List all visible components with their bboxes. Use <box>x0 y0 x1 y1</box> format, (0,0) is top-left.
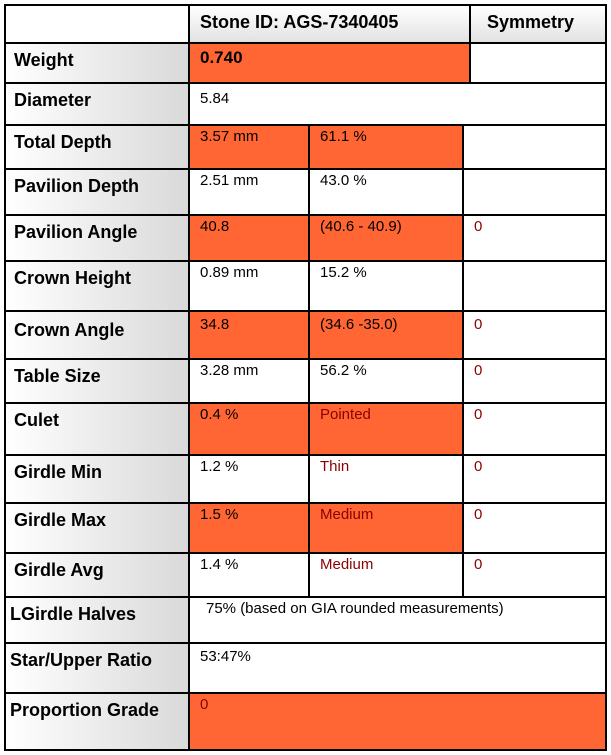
star-upper-ratio-value: 53:47% <box>188 642 607 694</box>
pavilion-depth-symmetry-cell <box>462 168 607 216</box>
header-corner-cell <box>4 4 190 44</box>
culet-label: Culet <box>4 402 190 456</box>
lgirdle-halves-label: LGirdle Halves <box>4 596 190 644</box>
weight-value: 0.740 <box>188 42 471 84</box>
culet-pct: 0.4 % <box>188 402 310 456</box>
crown-angle-symmetry: 0 <box>462 310 607 360</box>
crown-height-symmetry-cell <box>462 260 607 312</box>
star-upper-ratio-label: Star/Upper Ratio <box>4 642 190 694</box>
girdle-max-desc: Medium <box>308 502 464 554</box>
girdle-avg-pct: 1.4 % <box>188 552 310 598</box>
girdle-min-desc: Thin <box>308 454 464 504</box>
pavilion-angle-value: 40.8 <box>188 214 310 262</box>
total-depth-label: Total Depth <box>4 124 190 170</box>
girdle-min-pct: 1.2 % <box>188 454 310 504</box>
weight-label: Weight <box>4 42 190 84</box>
table-size-symmetry: 0 <box>462 358 607 404</box>
table-size-label: Table Size <box>4 358 190 404</box>
girdle-avg-symmetry: 0 <box>462 552 607 598</box>
pavilion-depth-mm: 2.51 mm <box>188 168 310 216</box>
crown-height-pct: 15.2 % <box>308 260 464 312</box>
girdle-max-symmetry: 0 <box>462 502 607 554</box>
crown-height-mm: 0.89 mm <box>188 260 310 312</box>
weight-symmetry-cell <box>469 42 607 84</box>
crown-angle-value: 34.8 <box>188 310 310 360</box>
proportion-grade-value: 0 <box>188 692 607 751</box>
table-size-mm: 3.28 mm <box>188 358 310 404</box>
diameter-value: 5.84 <box>188 82 607 126</box>
girdle-max-pct: 1.5 % <box>188 502 310 554</box>
culet-symmetry: 0 <box>462 402 607 456</box>
total-depth-symmetry-cell <box>462 124 607 170</box>
diameter-label: Diameter <box>4 82 190 126</box>
girdle-avg-desc: Medium <box>308 552 464 598</box>
culet-desc: Pointed <box>308 402 464 456</box>
pavilion-angle-range: (40.6 - 40.9) <box>308 214 464 262</box>
total-depth-pct: 61.1 % <box>308 124 464 170</box>
total-depth-mm: 3.57 mm <box>188 124 310 170</box>
symmetry-header: Symmetry <box>469 4 607 44</box>
pavilion-depth-label: Pavilion Depth <box>4 168 190 216</box>
crown-angle-range: (34.6 -35.0) <box>308 310 464 360</box>
stone-id-header: Stone ID: AGS-7340405 <box>188 4 471 44</box>
crown-height-label: Crown Height <box>4 260 190 312</box>
girdle-avg-label: Girdle Avg <box>4 552 190 598</box>
pavilion-angle-label: Pavilion Angle <box>4 214 190 262</box>
table-size-pct: 56.2 % <box>308 358 464 404</box>
pavilion-depth-pct: 43.0 % <box>308 168 464 216</box>
girdle-min-label: Girdle Min <box>4 454 190 504</box>
lgirdle-halves-value: 75% (based on GIA rounded measurements) <box>188 596 607 644</box>
girdle-max-label: Girdle Max <box>4 502 190 554</box>
girdle-min-symmetry: 0 <box>462 454 607 504</box>
pavilion-angle-symmetry: 0 <box>462 214 607 262</box>
proportion-grade-label: Proportion Grade <box>4 692 190 751</box>
crown-angle-label: Crown Angle <box>4 310 190 360</box>
